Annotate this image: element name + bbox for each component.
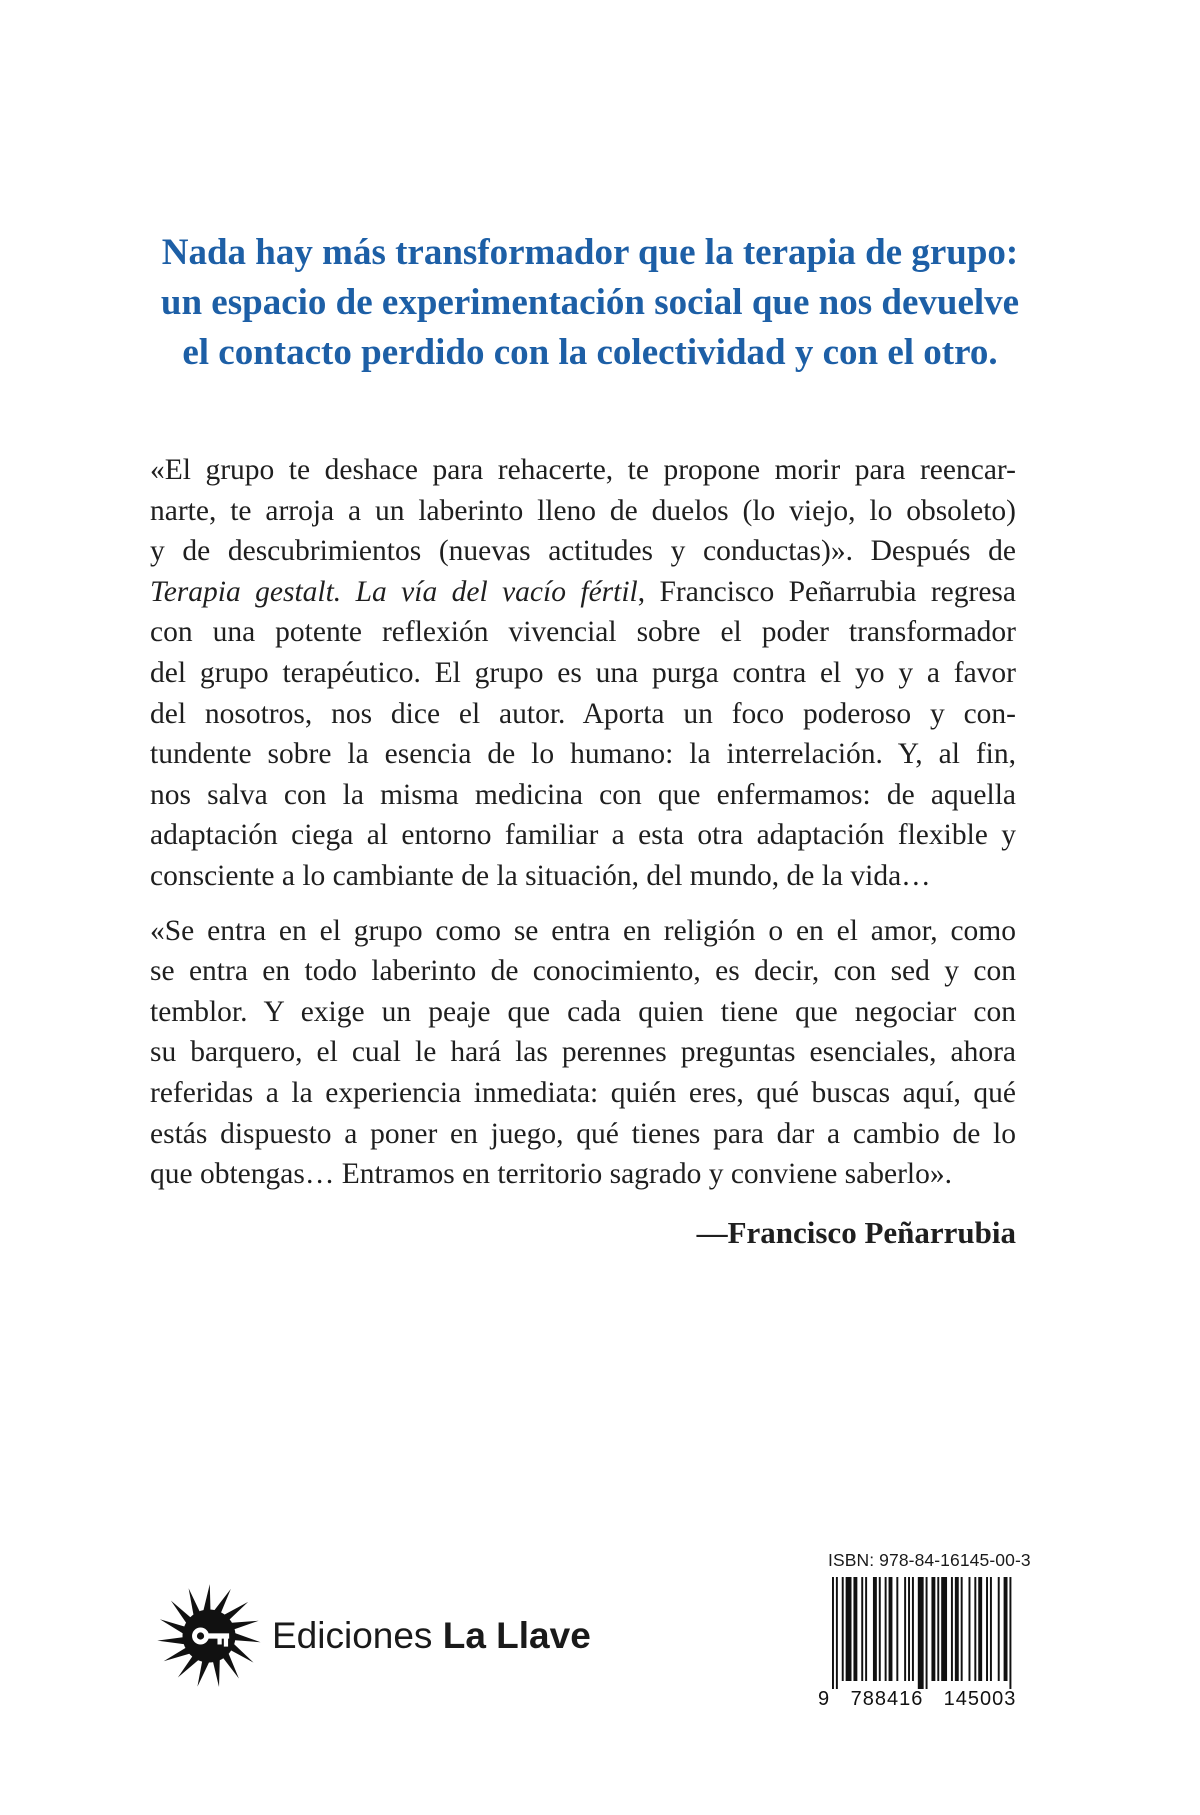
barcode-bar [1004,1577,1008,1681]
barcode-bar [842,1577,844,1681]
barcode-bar [873,1577,877,1681]
barcode-bar [951,1577,953,1681]
barcode-bar [908,1577,910,1681]
barcode-bar [937,1577,939,1681]
barcode-bar [978,1577,982,1681]
blurb-paragraph-1 [150,450,1016,897]
headline [150,228,1030,378]
barcode-bar [918,1577,924,1689]
publisher-name [272,1615,591,1657]
publisher-name-regular: Ediciones [272,1615,443,1656]
text-line: adaptación ciega al entorno familiar a esta otra adaptación flexible y [150,819,1016,852]
barcode-digit-lead: 9 [818,1688,830,1709]
text-line: del nosotros, nos dice el autor. Aporta un foco poderoso y con- [150,697,1016,730]
sun-ray [232,1632,261,1642]
barcode-bar [879,1577,881,1681]
text-line: narte, te arroja a un laberinto lleno de duelos (lo viejo, lo obsoleto) [150,494,1016,527]
publisher-logo [156,1584,596,1688]
barcode-bar [896,1577,898,1681]
barcode-bar [998,1577,1000,1681]
barcode-bar [986,1577,988,1681]
barcode-bar [912,1577,914,1681]
text-line: con una potente reflexión vivencial sobre el poder transformador [150,616,1016,649]
barcode-bar [836,1577,838,1689]
blurb-paragraph-2 [150,911,1016,1195]
text-line: tundente sobre la esencia de lo humano: la interrelación. Y, al fin, [150,738,1016,771]
quote-attribution: —Francisco Peñarrubia [696,1215,1016,1250]
sun-ray [197,1658,210,1686]
barcode-bar [846,1577,852,1681]
text-line: «El grupo te deshace para rehacerte, te propone morir para reencar- [150,454,1016,486]
text-line: temblor. Y exige un peaje que cada quien tiene que negociar con [150,995,1016,1028]
barcode-bar [926,1577,928,1689]
barcode-bar [974,1577,976,1681]
text-line: nos salva con la misma medicina con que enfermamos: de aquella [150,778,1016,811]
text-line: «Se entra en el grupo como se entra en religión o en el amor, como [150,914,1016,947]
barcode-bar [941,1577,947,1681]
text-line: del grupo terapéutico. El grupo es una purga contra el yo y a favor [150,656,1016,689]
text-line [150,572,1016,613]
headline-line: un espacio de experimentación social que nos devuelve [160,282,1020,323]
barcode-bar [1009,1577,1011,1689]
text-fragment: , Francisco Peñarrubia regresa [637,575,1016,608]
barcode-bar [904,1577,906,1681]
publisher-name-bold: La Llave [442,1615,591,1656]
blurb-body [150,450,1016,1195]
barcode-bar [990,1577,992,1681]
text-line: referidas a la experiencia inmediata: quién eres, qué buscas aquí, qué [150,1076,1016,1109]
headline-line: Nada hay más transformador que la terapia de grupo: [161,232,1019,273]
barcode-bar [832,1577,834,1689]
book-title-reference: Terapia gestalt. La vía del vacío fértil [150,575,638,608]
barcode-bar [865,1577,867,1681]
text-line: se entra en todo laberinto de conocimiento, es decir, con sed y con [150,955,1016,988]
barcode-bar [885,1577,887,1681]
barcode-bar [955,1577,959,1681]
barcode-bar [889,1577,893,1681]
isbn-label: ISBN: 978-84-16145-00-3 [828,1550,1031,1570]
text-line: estás dispuesto a poner en juego, qué tienes para dar a cambio de lo [150,1117,1016,1150]
text-line: su barquero, el cual le hará las perennes preguntas esenciales, ahora [150,1036,1016,1069]
barcode-bar [931,1577,935,1681]
barcode-bar [853,1577,857,1681]
sun-ray [203,1584,211,1613]
text-line: que obtengas… Entramos en territorio sagrado y conviene saberlo». [150,1158,952,1191]
sun-key-logo-icon [156,1583,262,1689]
headline-line: el contacto perdido con la colectividad y con el otro. [182,332,998,373]
barcode-digits-left: 788416 [850,1688,924,1709]
text-line: y de descubrimientos (nuevas actitudes y conductas)». Después de [150,535,1016,568]
barcode-icon [818,1577,1038,1709]
barcode-bar [961,1577,963,1681]
barcode-digits-right: 145003 [943,1688,1017,1709]
isbn-block [818,1550,1038,1709]
barcode-bar [861,1577,863,1681]
text-line: consciente a lo cambiante de la situación, del mundo, de la vida… [150,859,931,892]
barcode-bar [969,1577,971,1681]
